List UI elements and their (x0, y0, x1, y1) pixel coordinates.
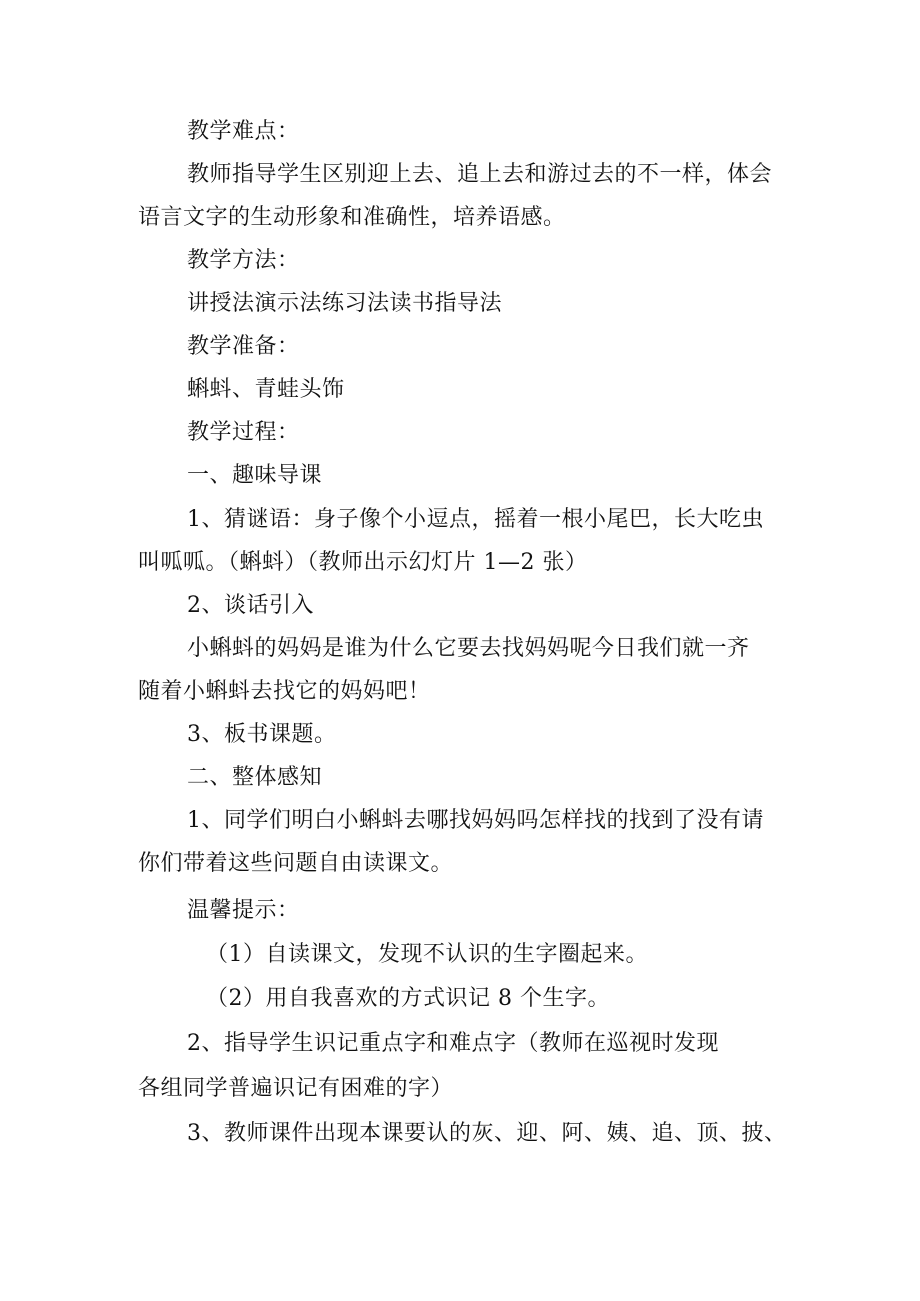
paragraph-line: 叫呱呱。（蝌蚪）（教师出示幻灯片 1—2 张） (138, 550, 588, 575)
list-item: （1）自读课文，发现不认识的生字圈起来。 (206, 942, 648, 967)
paragraph-line: 小蝌蚪的妈妈是谁为什么它要去找妈妈呢今日我们就一齐 (187, 636, 750, 661)
heading-teaching-preparation: 教学准备： (187, 334, 300, 359)
paragraph-line: 教师指导学生区别迎上去、追上去和游过去的不一样，体会 (187, 162, 773, 187)
list-item: （2）用自我喜欢的方式识记 8 个生字。 (206, 986, 610, 1011)
paragraph-line: 1、同学们明白小蝌蚪去哪找妈妈吗怎样找的找到了没有请 (187, 808, 764, 833)
section-heading: 二、整体感知 (187, 765, 323, 790)
heading-teaching-process: 教学过程： (187, 420, 300, 445)
paragraph-line: 3、教师课件出现本课要认的灰、迎、阿、姨、追、顶、披、 (187, 1121, 787, 1146)
paragraph-line: 语言文字的生动形象和准确性，培养语感。 (138, 205, 566, 230)
paragraph-line: 随着小蝌蚪去找它的妈妈吧！ (138, 679, 431, 704)
section-heading: 一、趣味导课 (187, 463, 323, 488)
paragraph-line: 你们带着这些问题自由读课文。 (138, 851, 454, 876)
paragraph-line: 各组同学普遍识记有困难的字） (138, 1076, 454, 1101)
paragraph-line: 2、指导学生识记重点字和难点字（教师在巡视时发现 (187, 1031, 719, 1056)
paragraph-line: 1、猜谜语：身子像个小逗点，摇着一根小尾巴，长大吃虫 (187, 507, 764, 532)
paragraph-line: 讲授法演示法练习法读书指导法 (187, 291, 503, 316)
paragraph-line: 2、谈话引入 (187, 593, 314, 618)
heading-teaching-method: 教学方法： (187, 248, 300, 273)
heading-teaching-difficulty: 教学难点： (187, 119, 300, 144)
paragraph-line: 温馨提示： (187, 898, 300, 923)
paragraph-line: 3、板书课题。 (187, 722, 337, 747)
paragraph-line: 蝌蚪、青蛙头饰 (187, 377, 345, 402)
